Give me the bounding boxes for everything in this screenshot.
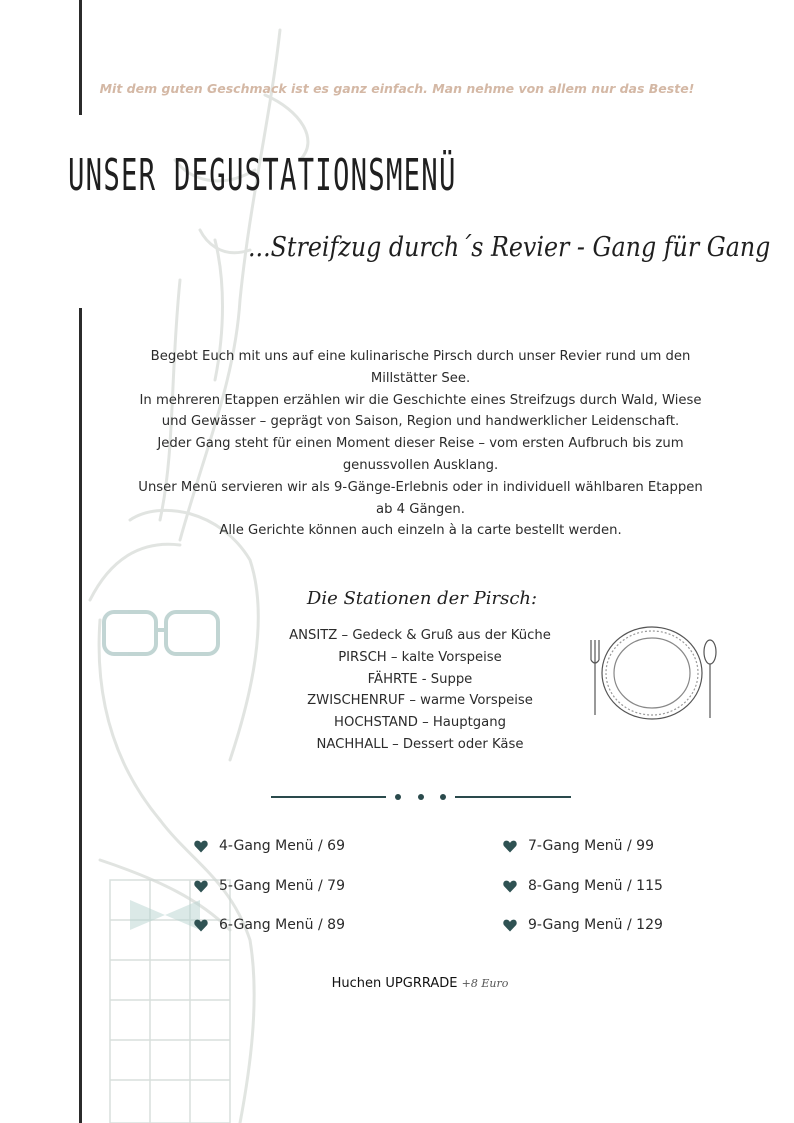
menu-option [194,878,345,894]
stations-heading: Die Stationen der Pirsch: [306,588,538,609]
station-item: NACHHALL – Dessert oder Käse [316,736,524,752]
stations-list [270,625,570,756]
station-item: ZWISCHENRUF – warme Vorspeise [307,693,533,709]
menu-option [503,838,654,854]
station-item: HOCHSTAND – Hauptgang [334,715,506,731]
station-item: ANSITZ – Gedeck & Gruß aus der Küche [289,628,551,643]
intro-paragraph: Jeder Gang steht für einen Moment dieser Reise – vom ersten Aufbruch bis zum genussvollen Ausklang. [157,436,684,473]
heart-icon [194,880,208,893]
heart-icon [194,919,208,932]
menu-option [194,838,345,854]
intro-paragraph: Unser Menü servieren wir als 9-Gänge-Erlebnis oder in individuell wählbaren Etappen ab 4 Gängen. [138,479,703,517]
menu-option-label: 5-Gang Menü / 79 [219,878,345,894]
menu-option [503,878,663,894]
upgrade-label: Huchen UPGRRADE [331,976,458,991]
intro-paragraph: Alle Gerichte können auch einzeln à la carte bestellt werden. [219,523,622,539]
menu-option [503,917,663,933]
menu-option-label: 4-Gang Menü / 69 [219,838,345,854]
intro-text [128,346,713,542]
upgrade-note [0,976,794,991]
heart-icon [503,880,517,893]
menu-option-label: 7-Gang Menü / 99 [528,838,654,854]
plate-cutlery-icon [585,620,720,725]
page-subtitle: ...Streifzug durch´s Revier - Gang für Gang [248,232,771,263]
divider-dot [395,794,401,800]
divider-line [455,796,571,798]
intro-paragraph: Begebt Euch mit uns auf eine kulinarische Pirsch durch unser Revier rund um den Millstätter See. [150,349,691,386]
heart-icon [503,919,517,932]
menu-option [194,917,345,933]
menu-option-label: 6-Gang Menü / 89 [219,917,345,933]
page-title: UNSER DEGUSTATIONSMENÜ [68,150,457,201]
upgrade-price: +8 Euro [461,977,509,990]
station-item: FÄHRTE - Suppe [367,671,473,687]
quote-text: Mit dem guten Geschmack ist es ganz einfach. Man nehme von allem nur das Beste! [99,81,695,96]
menu-option-label: 9-Gang Menü / 129 [528,917,663,933]
ornamental-divider [271,790,571,804]
station-item: PIRSCH – kalte Vorspeise [338,649,502,665]
menu-option-label: 8-Gang Menü / 115 [528,878,663,894]
heart-icon [503,840,517,853]
divider-dot [418,794,424,800]
divider-dot [440,794,446,800]
intro-paragraph: In mehreren Etappen erzählen wir die Geschichte eines Streifzugs durch Wald, Wiese und Gewässer – geprägt von Saison, Region und handwerklicher Leidenschaft. [139,392,702,430]
divider-line [271,796,386,798]
heart-icon [194,840,208,853]
